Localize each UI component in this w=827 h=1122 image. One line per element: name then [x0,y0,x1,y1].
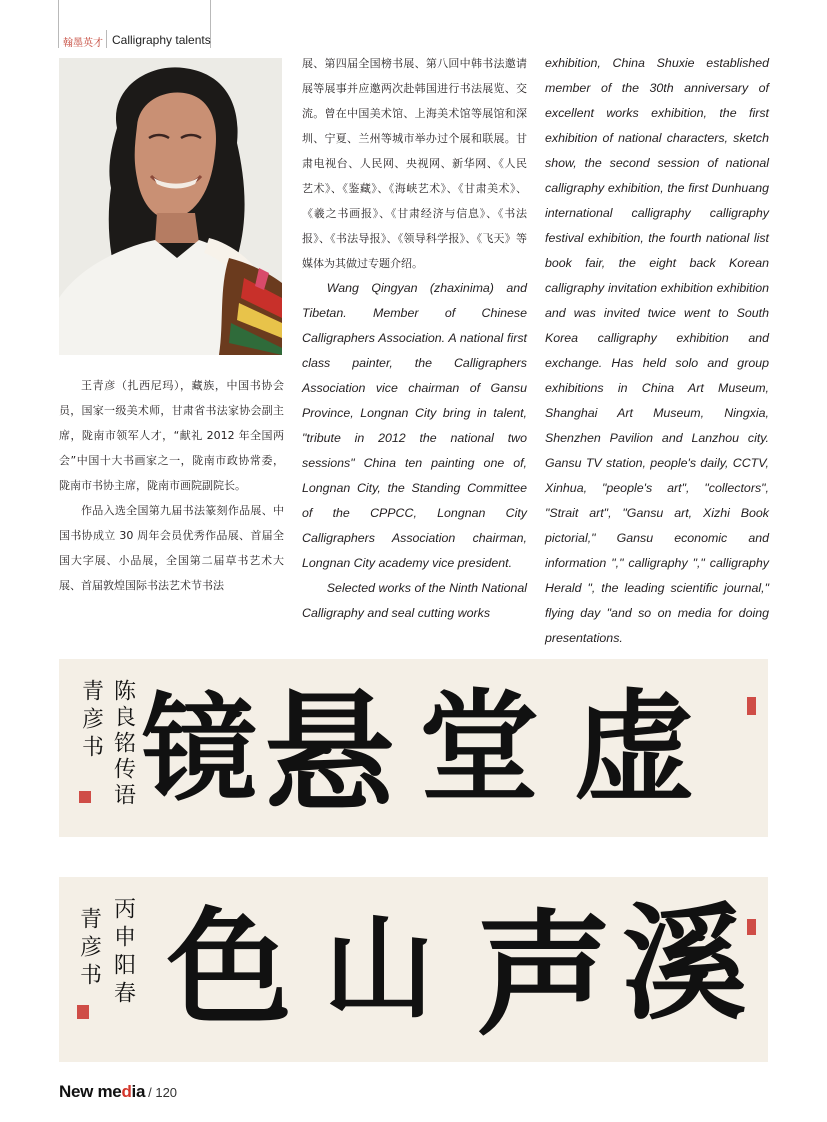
main-character: 声 [476,895,612,1054]
english-bio-paragraph-2-start: Selected works of the Ninth National Calligraphy and seal cutting works [302,581,527,620]
page-footer [59,1082,177,1102]
main-character: 镜 [141,682,257,817]
seal-stamp [77,1005,89,1019]
main-character: 虚 [574,677,694,818]
column-chinese-bio [59,373,284,598]
calligraphy-artwork-1 [59,659,768,837]
calligraphy-artwork-2 [59,877,768,1062]
chinese-bio-paragraph-2-continued: 展、第四届全国榜书展、第八回中韩书法邀请展等展事并应邀两次赴韩国进行书法展览、交流。曾在中国美术馆、上海美术馆等展馆和深圳、宁夏、兰州等城市举办过个展和联展。甘肃电视台、人民网、央视网、新华网、《人民艺术》、《鉴藏》、《海峡艺术》、《甘肃美术》、《羲之书画报》、《甘肃经济与信息》、《书法报》、《书法导报》、《领导科学报》、《飞天》等媒体为其做过专题介绍。 [302,57,527,270]
artist-portrait [59,58,282,355]
main-character: 堂 [419,677,539,818]
header-rule-left [58,0,59,48]
seal-stamp [747,697,756,715]
section-title-english: Calligraphy talents [112,33,211,47]
column-english-bio [545,51,769,651]
english-bio-paragraph-1: Wang Qingyan (zhaxinima) and Tibetan. Member of Chinese Calligraphers Association. A national first class painter, the Calligraphers Association vice chairman of Gansu Province, Longnan City bring in talent, "tribute in 2012 the national two sessions" China ten painting one of, Longnan City, the Standing Committee of the CPPCC, Longnan City Calligraphers Association chairman, Longnan City academy vice president. [302,281,527,570]
main-character: 色 [166,896,292,1042]
brand-accent-letter: d [121,1082,132,1101]
artwork-signature: 青彦书 [76,907,102,991]
seal-stamp [747,919,756,935]
chinese-bio-paragraph-2-start: 作品入选全国第九届书法篆刻作品展、中国书协成立 30 周年会员优秀作品展、首届全国大字展、小品展，全国第二届草书艺术大展、首届敦煌国际书法艺术节书法 [59,504,284,592]
section-title-chinese: 翰墨英才 [63,38,103,49]
chinese-bio-paragraph-1: 王青彦（扎西尼玛），藏族，中国书协会员，国家一级美术师，甘肃省书法家协会副主席，陇南市领军人才，“献礼 2012 年全国两会”中国十大书画家之一，陇南市政协常委，陇南市书协主席，陇南市画院副院长。 [59,379,284,492]
main-character: 悬 [263,677,395,830]
column-middle [302,51,527,626]
artwork-inscription: 陈良铭传语 [110,679,136,809]
header-rule-divider [106,30,107,48]
english-bio-paragraph-2-continued: exhibition, China Shuxie established member of the 30th anniversary of excellent works exhibition, the first exhibition of national characters, sketch show, the second session of national calligraphy exhibition, the first Dunhuang international calligraphy calligraphy festival exhibition, the fourth national list book fair, the eight back Korean calligraphy invitation exhibition exhibition and was invited twice went to South Korea calligraphy exhibition and exchange. Has held solo and group exhibitions in China Art Museum, Shanghai Art Museum, Ningxia, Shenzhen Pavilion and Lanzhou city. Gansu TV station, people's daily, CCTV, Xinhua, "people's art", "collectors", "Strait art", "Gansu art, Xizhi Book pictorial," Gansu economic and information "," calligraphy "," calligraphy Herald ", the leading scientific journal," flying day "and so on media for doing presentations. [545,56,769,645]
artwork-signature: 青彦书 [78,679,104,763]
main-character: 溪 [621,891,747,1037]
main-character: 山 [324,904,434,1033]
magazine-brand: New media [59,1082,146,1101]
artwork-inscription: 丙申阳春 [110,897,136,1009]
seal-stamp [79,791,91,803]
page-number: / 120 [148,1085,178,1100]
